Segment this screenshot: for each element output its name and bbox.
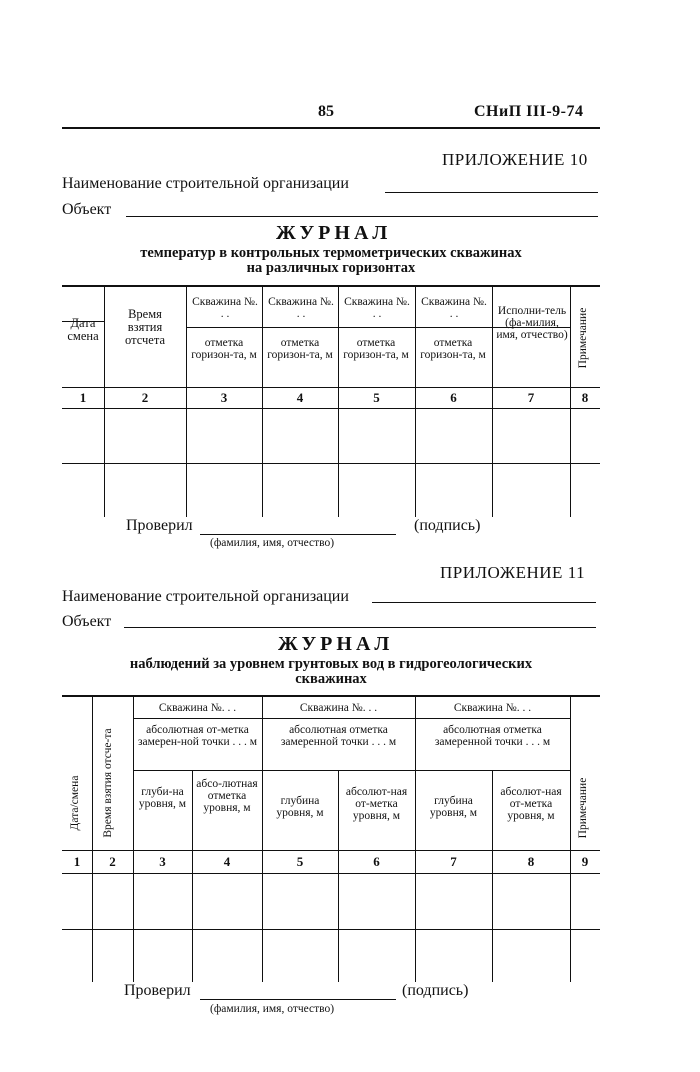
col-abs-level-b: абсолют-ная от-метка уровня, м [345,786,408,823]
col-abs-level-c: абсолют-ная от-метка уровня, м [500,786,562,823]
col-abs-mark-a: абсолютная от-метка замерен-ной точки . . . м [137,724,258,749]
checked-by-blank[interactable] [200,534,396,535]
col-well-c: Скважина №. . . [453,702,532,714]
checked-by-label: Проверил [126,517,193,534]
col-num-6: 6 [450,390,457,405]
col-depth-a: глуби-на уровня, м [138,786,187,811]
object-label-2: Объект [62,613,112,630]
page-number: 85 [318,103,334,120]
col-abs-level-a: абсо-лютная отметка уровня, м [196,778,258,815]
col-num-4: 4 [296,390,304,405]
col2-num-4: 4 [223,854,231,869]
col-well-1: Скважина №. . . [192,296,258,321]
checked-by-label-2: Проверил [124,982,191,999]
col-depth-b: глубина уровня, м [276,795,324,820]
col-num-1: 1 [79,390,87,405]
journal-subtitle: температур в контрольных термометрических скважинах на различных горизонтах [140,245,522,277]
col-num-5: 5 [373,390,380,405]
appendix-11-label: ПРИЛОЖЕНИЕ 11 [440,563,586,582]
col-well-b: Скважина №. . . [299,702,378,714]
col-executor: Исполни-тель (фа-милия, имя, отчество) [496,305,568,342]
signature-label: (подпись) [414,517,481,534]
fio-caption-2: (фамилия, имя, отчество) [210,1003,335,1015]
col-well-2: Скважина №. . . [268,296,334,321]
object-label: Объект [62,201,112,218]
col-date: Дата [70,316,96,330]
col-well-4: Скважина №. . . [421,296,487,321]
org-name-blank-2[interactable] [372,602,596,603]
col-mark-1: отметка горизон-та, м [191,337,257,362]
col2-num-7: 7 [450,854,457,869]
col2-num-2: 2 [109,854,116,869]
col-shift: смена [67,329,99,343]
col-well-a: Скважина №. . . [158,702,237,714]
col-mark-4: отметка горизон-та, м [420,337,486,362]
col-abs-mark-c: абсолютная отметка замеренной точки . . . м [434,724,551,749]
col2-num-5: 5 [296,854,304,869]
journal-title: ЖУРНАЛ [276,222,392,244]
object-blank-2[interactable] [124,627,596,628]
col2-num-1: 1 [73,854,81,869]
col2-num-8: 8 [527,854,535,869]
col-depth-c: глубина уровня, м [429,795,478,820]
org-name-label: Наименование строительной организации [62,175,349,192]
object-blank[interactable] [126,216,598,217]
col-note-2: Примечание [577,777,589,839]
fio-caption: (фамилия, имя, отчество) [210,537,335,549]
appendix-10-label: ПРИЛОЖЕНИЕ 10 [442,150,588,169]
col-time: Время взятия отсчета [125,307,165,348]
col-well-3: Скважина №. . . [344,296,410,321]
col-date-shift: Дата/смена [69,775,81,831]
col-num-3: 3 [220,390,228,405]
col-abs-mark-b: абсолютная отметка замеренной точки . . . м [280,724,397,749]
col2-num-6: 6 [373,854,380,869]
org-name-blank[interactable] [385,192,598,193]
journal-subtitle-2: наблюдений за уровнем грунтовых вод в гидрогеологических скважинах [129,656,533,688]
col2-num-3: 3 [159,854,166,869]
col-time-2: Время взятия отсче-та [102,728,114,838]
col-num-2: 2 [141,390,149,405]
col-num-8: 8 [581,390,589,405]
col-num-7: 7 [527,390,535,405]
document-code: СНиП III-9-74 [474,103,584,120]
signature-label-2: (подпись) [402,982,469,999]
header-rule [62,127,600,129]
col2-num-9: 9 [581,854,589,869]
col-note: Примечание [577,307,589,369]
col-mark-2: отметка горизон-та, м [267,337,333,362]
journal-title-2: ЖУРНАЛ [278,633,394,655]
checked-by-blank-2[interactable] [200,999,396,1000]
col-mark-3: отметка горизон-та, м [343,337,409,362]
org-name-label-2: Наименование строительной организации [62,588,349,605]
